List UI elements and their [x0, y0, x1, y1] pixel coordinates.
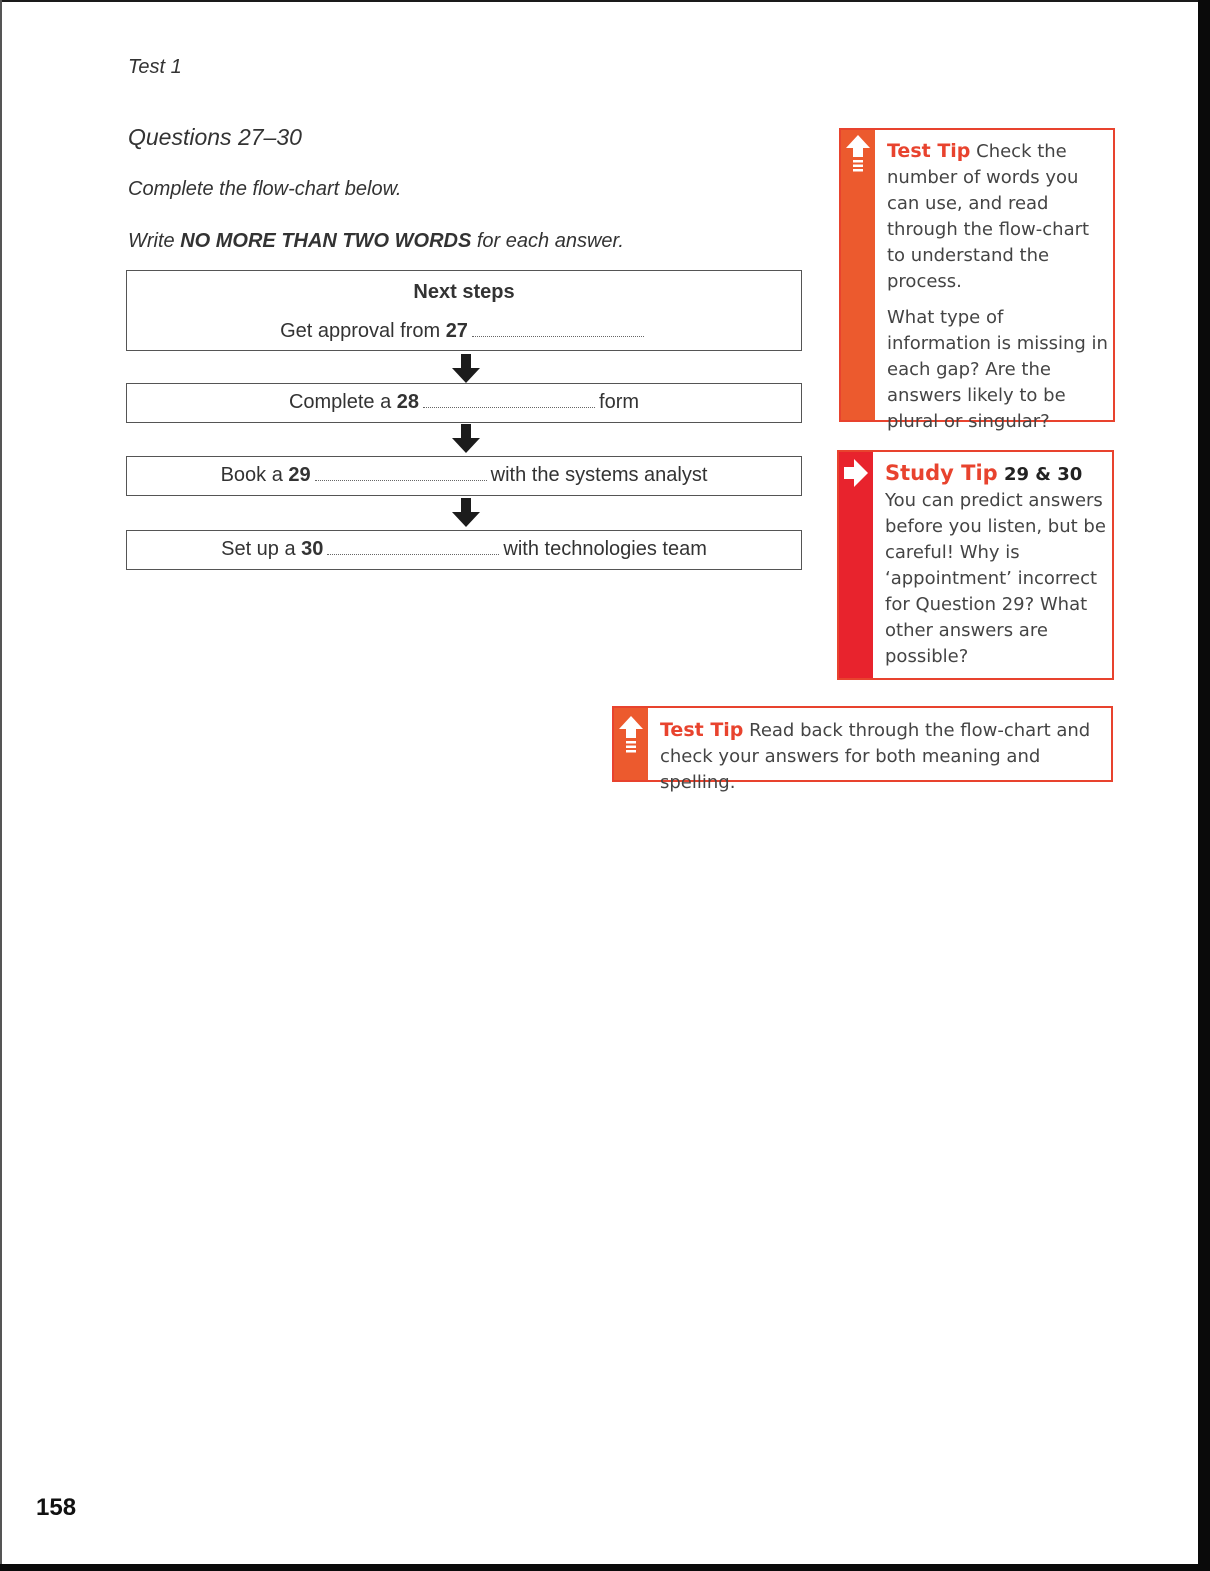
- tip-heading: [885, 460, 1107, 488]
- study-tip-box: [837, 450, 1114, 680]
- arrow-down-icon: [450, 498, 482, 528]
- tip-bar: [841, 130, 875, 420]
- test-tip-box: [839, 128, 1115, 432]
- step-text: Complete a: [288, 391, 397, 413]
- test-tip-box-2: [612, 706, 1113, 793]
- flowchart-step-28: [127, 391, 801, 414]
- flowchart-step-27: [127, 320, 801, 343]
- page-edge-bottom: [0, 1564, 1210, 1571]
- page-edge-right: [1198, 0, 1210, 1571]
- answer-gap-27[interactable]: [472, 322, 644, 337]
- question-number-27: 27: [445, 320, 468, 342]
- test-tip-text: [887, 138, 1109, 435]
- instruction-line-2: [128, 230, 624, 253]
- tip-bar: [614, 708, 648, 780]
- step-text: Get approval from: [280, 320, 446, 342]
- page-edge-top: [0, 0, 1210, 2]
- question-number-29: 29: [288, 464, 311, 486]
- test-tip-2-text: [660, 717, 1106, 796]
- page-edge-left: [0, 0, 2, 1571]
- flowchart-box-1: [126, 270, 802, 351]
- tip-label: Test Tip: [887, 140, 971, 162]
- answer-gap-30[interactable]: [327, 540, 499, 555]
- flowchart-box-3: [126, 456, 802, 496]
- flowchart-box-4: [126, 530, 802, 570]
- flowchart-step-30: [127, 538, 801, 561]
- tip-paragraph: [660, 717, 1106, 796]
- instruction-text: for each answer.: [471, 230, 624, 252]
- flowchart-step-29: [127, 464, 801, 487]
- tip-paragraph: What type of information is missing in each gap? Are the answers likely to be plural or singular?: [887, 307, 1108, 432]
- tip-bar: [839, 452, 873, 678]
- arrow-down-icon: [450, 354, 482, 384]
- instruction-line-1: Complete the flow-chart below.: [128, 178, 402, 200]
- up-arrow-icon: [617, 714, 645, 756]
- question-number-28: 28: [396, 391, 420, 413]
- instruction-emphasis: NO MORE THAN TWO WORDS: [180, 230, 472, 252]
- step-text: with technologies team: [503, 538, 707, 560]
- question-number-30: 30: [301, 538, 324, 560]
- page-number: 158: [36, 1494, 77, 1521]
- step-text: Set up a: [221, 538, 302, 560]
- step-text: with the systems analyst: [490, 464, 708, 486]
- flowchart-box-2: [126, 383, 802, 423]
- arrow-down-icon: [450, 424, 482, 454]
- tip-paragraph: You can predict answers before you listen, but be careful! Why is ‘appointment’ incorrect for Question 29? What other answers are possible?: [885, 490, 1106, 667]
- tip-question-numbers: 29 & 30: [997, 464, 1083, 485]
- answer-gap-28[interactable]: [423, 393, 595, 408]
- questions-title: Questions 27–30: [128, 124, 302, 150]
- answer-gap-29[interactable]: [315, 466, 487, 481]
- tip-body: Check the number of words you can use, and read through the flow-chart to understand the process.: [887, 141, 1090, 292]
- tip-label: Test Tip: [660, 719, 744, 741]
- tip-body: Read back through the flow-chart and check your answers for both meaning and spelling.: [660, 720, 1091, 793]
- up-arrow-icon: [844, 133, 872, 175]
- running-head: Test 1: [128, 56, 182, 78]
- instruction-text: Write: [128, 230, 181, 252]
- tip-paragraph: [887, 138, 1109, 295]
- tip-label: Study Tip: [885, 461, 998, 485]
- study-tip-text: [885, 460, 1107, 670]
- right-arrow-icon: [842, 455, 870, 497]
- step-text: form: [599, 391, 640, 413]
- flowchart-heading: Next steps: [413, 281, 515, 303]
- step-text: Book a: [220, 464, 289, 486]
